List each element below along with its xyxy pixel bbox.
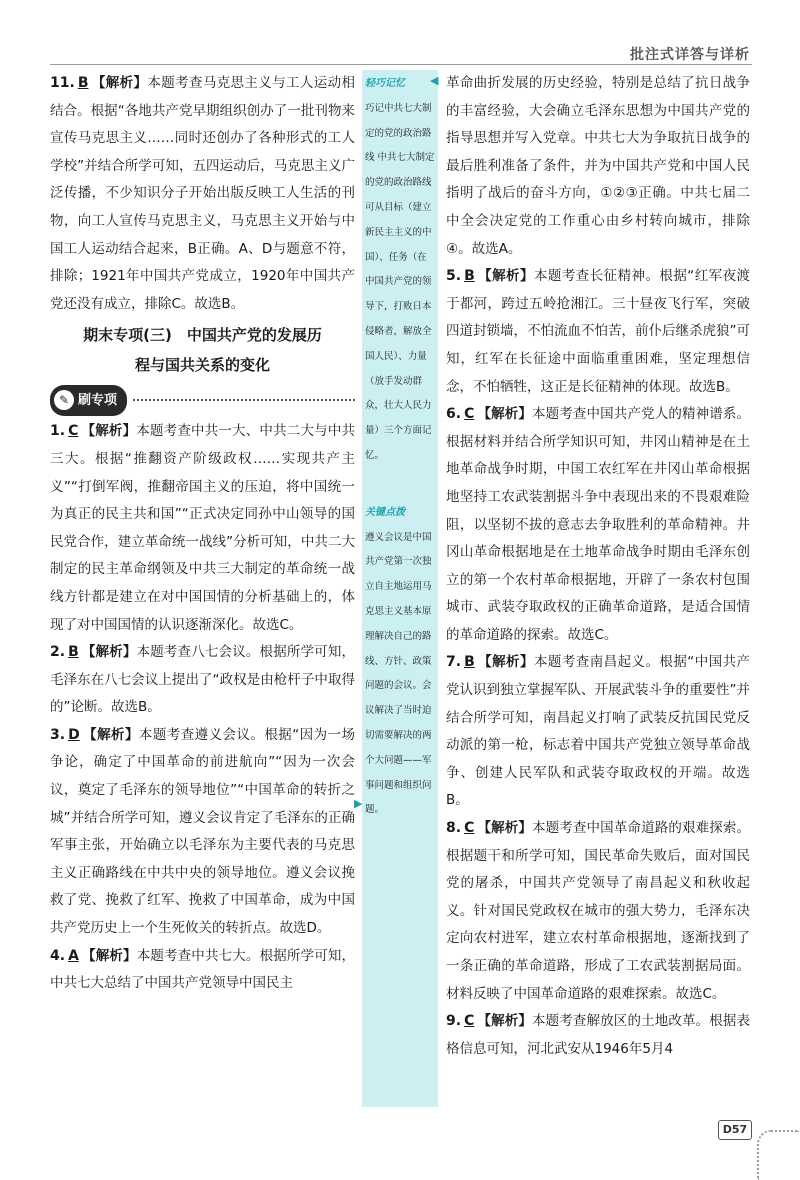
question-text: 本题考查解放区的土地改革。根据表格信息可知，河北武安从1946年5月4 [446,1013,751,1057]
question-text: 本题考查马克思主义与工人运动相结合。根据“各地共产党早期组织创办了一批刊物来宣传马克思主义……同时还创办了各种形式的工人学校”并结合所学可知，五四运动后，马克思主义广泛传播，不少知识分子开始出版反映工人生活的刊物，向工人宣传马克思主义，马克思主义开始与中国工人运动结合起来，B正确。A、D与题意不符，排除；1921年中国共产党成立，1920年中国共产党还没有成立，排除C。故选B。 [50,75,356,312]
page-number: D57 [718,1120,752,1140]
sidebar-spacer [365,469,435,501]
analysis-tag: 【解析】 [477,1013,533,1030]
question-number: 9. [446,1013,462,1030]
analysis-tag: 【解析】 [477,820,533,837]
key-text: 遵义会议是中国共产党第一次独立自主地运用马克思主义基本原理解决自己的路线、方针、政策问题的会议。会议解决了当时迫切需要解决的两个大问题——军事问题和组织问题。 [365,531,432,816]
tip-text: 巧记中共七大制定的党的政治路线 中共七大制定的党的政治路线可从目标（建立新民主主义的中国）、任务（在中国共产党的领导下，打败日本侵略者，解放全国人民）、力量（放手发动群众，壮大人民力量）三个方面记忆。 [365,102,435,461]
analysis-tag: 【解析】 [477,268,534,285]
question-1 [50,418,355,639]
key-title: 关键点拨 [365,506,405,518]
practice-label: 刷专项 [78,392,118,408]
answer-letter: D [68,726,80,743]
question-text: 本题考查八七会议。根据所学可知，毛泽东在八七会议上提出了“政权是由枪杆子中取得的”论断。故选B。 [50,644,356,716]
question-text: 本题考查长征精神。根据“红军夜渡于都河，跨过五岭抢湘江。三十昼夜飞行军，突破四道封锁墙，不怕流血不怕苦，前仆后继杀虎狼”可知，红军在长征途中面临重重困难，坚定理想信念，不怕牺牲，这正是长征精神的体现。故选B。 [446,268,751,395]
answer-letter: B [464,654,475,671]
tip-title: 轻巧记忆 [365,78,405,89]
analysis-tag: 【解析】 [81,947,137,964]
question-text: 本题考查中国革命道路的艰难探索。根据题干和所学可知，国民革命失败后，面对国民党的屠杀，中国共产党领导了南昌起义和秋收起义。针对国民党政权在城市的强大势力，毛泽东决定向农村进军，建立农村革命根据地，逐渐找到了一条正确的革命道路，形成了工农武装割据局面。材料反映了中国革命道路的艰难探索。故选C。 [446,820,751,1002]
answer-letter: B [464,268,475,285]
question-number: 7. [446,654,462,671]
answer-letter: B [77,75,89,91]
dotted-rule [133,399,355,401]
corner-decoration [757,1130,799,1180]
practice-badge [50,385,127,417]
question-number: 5. [446,268,462,285]
question-9 [446,1008,750,1063]
pointer-arrow-icon: ▶ [354,797,363,810]
question-text: 本题考查南昌起义。根据“中国共产党认识到独立掌握军队、开展武装斗争的重要性”并结合所学可知，南昌起义打响了武装反抗国民党反动派的第一枪，标志着中国共产党独立领导革命战争、创建人民军队和武装夺取政权的开端。故选B。 [446,654,751,809]
analysis-tag: 【解析】 [477,406,533,423]
question-text: 本题考查中共一大、中共二大与中共三大。根据“推翻资产阶级政权……实现共产主义”“打倒军阀，推翻帝国主义的压迫，将中国统一为真正的民主共和国”“正式决定同孙中山领导的国民党合作，建立革命统一战线”分析可知，中共二大制定的民主革命纲领及中共三大制定的革命统一战线方针都是建立在对中国国情的分析基础上的，体现了对中国国情的认识逐渐深化。故选C。 [50,423,356,633]
answer-letter: C [464,406,475,423]
analysis-tag: 【解析】 [82,726,139,743]
section-title [50,320,355,380]
question-number: 8. [446,820,462,837]
analysis-tag: 【解析】 [477,654,534,671]
question-text: 本题考查中国共产党人的精神谱系。根据材料并结合所学知识可知，井冈山精神是在土地革命战争时期，中国工农红军在井冈山革命根据地坚持工农武装割据斗争中表现出来的不畏艰难险阻，以坚韧不拔的意志去争取胜利的革命精神。井冈山革命根据地是在土地革命战争时期由毛泽东创立的第一个农村革命根据地，开辟了一条农村包围城市、武装夺取政权的正确革命道路，是适合国情的革命道路的探索。故选C。 [446,406,751,643]
section-title-line: 期末专项(三) 中国共产党的发展历 [83,326,322,345]
header-divider [50,64,752,65]
answer-letter: B [68,644,79,661]
question-6 [446,401,750,649]
question-3 [50,722,355,943]
answer-letter: C [68,423,79,440]
question-number: 11. [50,75,75,91]
left-column [50,70,355,998]
question-7 [446,649,750,815]
analysis-tag: 【解析】 [91,75,148,91]
question-11 [50,70,355,318]
analysis-tag: 【解析】 [81,644,137,661]
right-column [446,70,750,1063]
practice-banner [50,384,355,416]
analysis-tag: 【解析】 [81,423,137,440]
pen-icon: ✎ [54,390,74,410]
answer-letter: C [464,820,475,837]
question-4 [50,943,355,998]
question-text: 本题考查遵义会议。根据“因为一场争论，确定了中国革命的前进航向”“因为一次会议，奠定了毛泽东的领导地位”“中国革命的转折之城”并结合所学可知，遵义会议肯定了毛泽东的正确军事主张，开始确立以毛泽东为主要代表的马克思主义正确路线在中共中央的领导地位。遵义会议挽救了党、挽救了红军、挽救了中国革命，成为中国共产党历史上一个生死攸关的转折点。故选D。 [50,726,355,937]
question-number: 6. [446,406,462,423]
pointer-arrow-icon: ◀ [430,74,439,87]
answer-letter: C [464,1013,475,1030]
question-2 [50,639,355,722]
question-number: 1. [50,423,66,440]
question-number: 2. [50,644,66,661]
question-5 [446,263,750,401]
header-title: 批注式详答与详析 [630,47,750,63]
question-4-continued: 革命曲折发展的历史经验，特别是总结了抗日战争的丰富经验，大会确立毛泽东思想为中国共产党的指导思想并写入党章。中共七大为争取抗日战争的最后胜利准备了条件，并为中国共产党和中国人民指明了战后的奋斗方向，①②③正确。中共七届二中全会决定党的工作重心由乡村转向城市，排除④。故选A。 [446,75,750,257]
question-text: 本题考查中共七大。根据所学可知，中共七大总结了中国共产党领导中国民主 [50,947,356,992]
section-title-line: 程与国共关系的变化 [134,356,270,375]
question-number: 3. [50,726,66,743]
question-number: 4. [50,947,66,964]
annotation-sidebar [362,70,438,1107]
answer-letter: A [68,947,79,964]
question-8 [446,815,750,1008]
